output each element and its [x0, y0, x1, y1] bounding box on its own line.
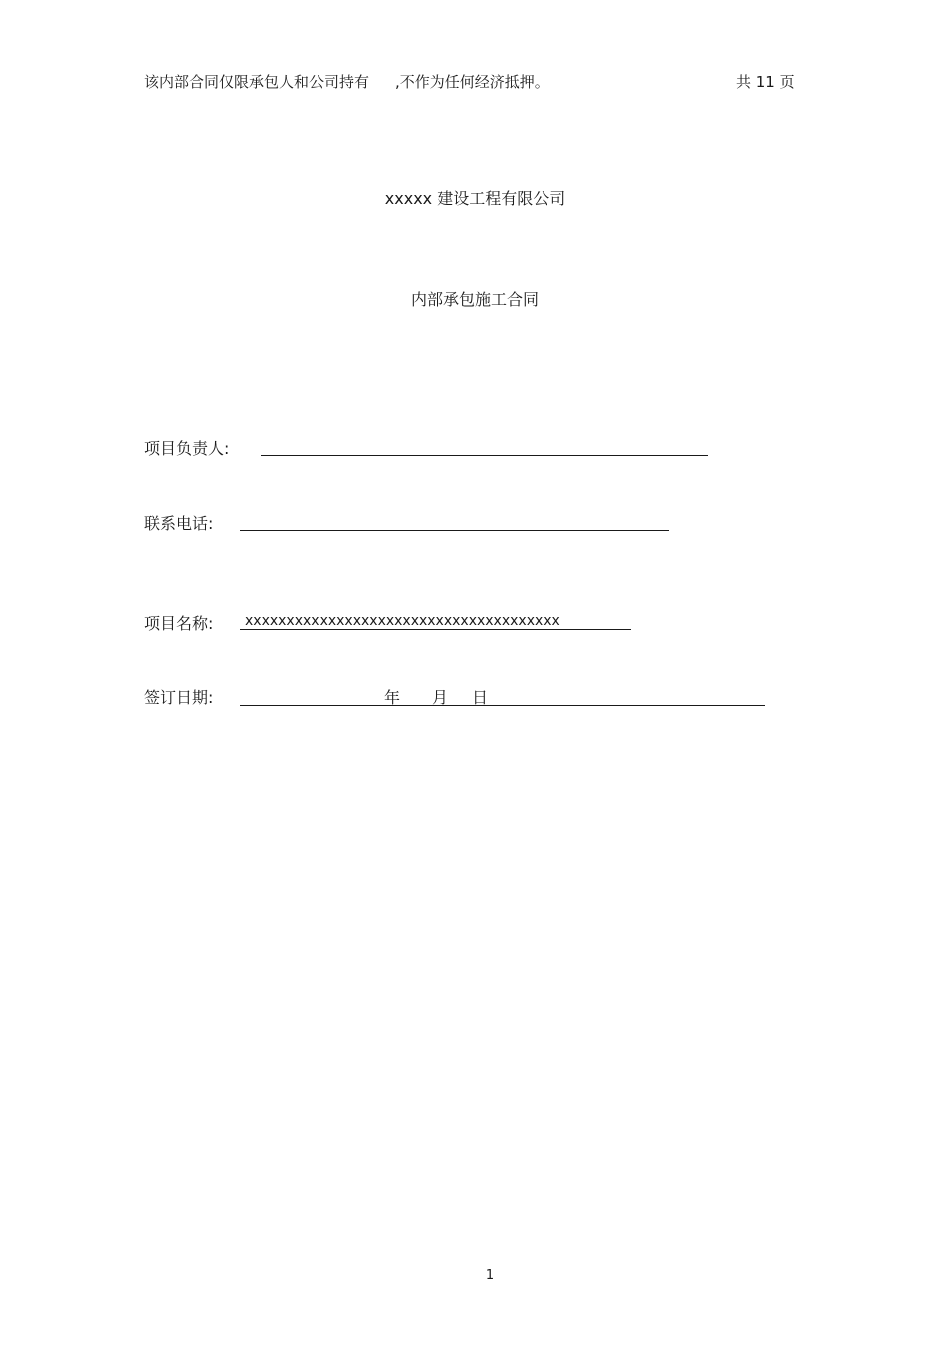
project-name-value: xxxxxxxxxxxxxxxxxxxxxxxxxxxxxxxxxxxxxx — [245, 613, 560, 629]
project-name-label: 项目名称: — [144, 614, 214, 633]
header-notice-part1: 该内部合同仅限承包人和公司持有 — [144, 73, 370, 91]
page-number: 1 — [485, 1268, 495, 1283]
company-name: xxxxx 建设工程有限公司 — [384, 189, 566, 208]
project-name-field[interactable] — [240, 629, 631, 630]
sign-date-month: 月 — [432, 688, 449, 707]
manager-field[interactable] — [261, 455, 708, 456]
sign-date-label: 签订日期: — [144, 688, 214, 707]
header-notice — [144, 71, 550, 92]
sign-date-day: 日 — [472, 688, 489, 707]
phone-field[interactable] — [240, 530, 669, 531]
header-notice-part2: ,不作为任何经济抵押。 — [395, 73, 550, 91]
sign-date-field[interactable] — [240, 705, 765, 706]
total-pages: 共 11 页 — [736, 73, 795, 91]
phone-label: 联系电话: — [144, 514, 214, 533]
contract-title: 内部承包施工合同 — [410, 290, 539, 309]
sign-date-year: 年 — [384, 688, 401, 707]
manager-label: 项目负责人: — [144, 439, 230, 458]
